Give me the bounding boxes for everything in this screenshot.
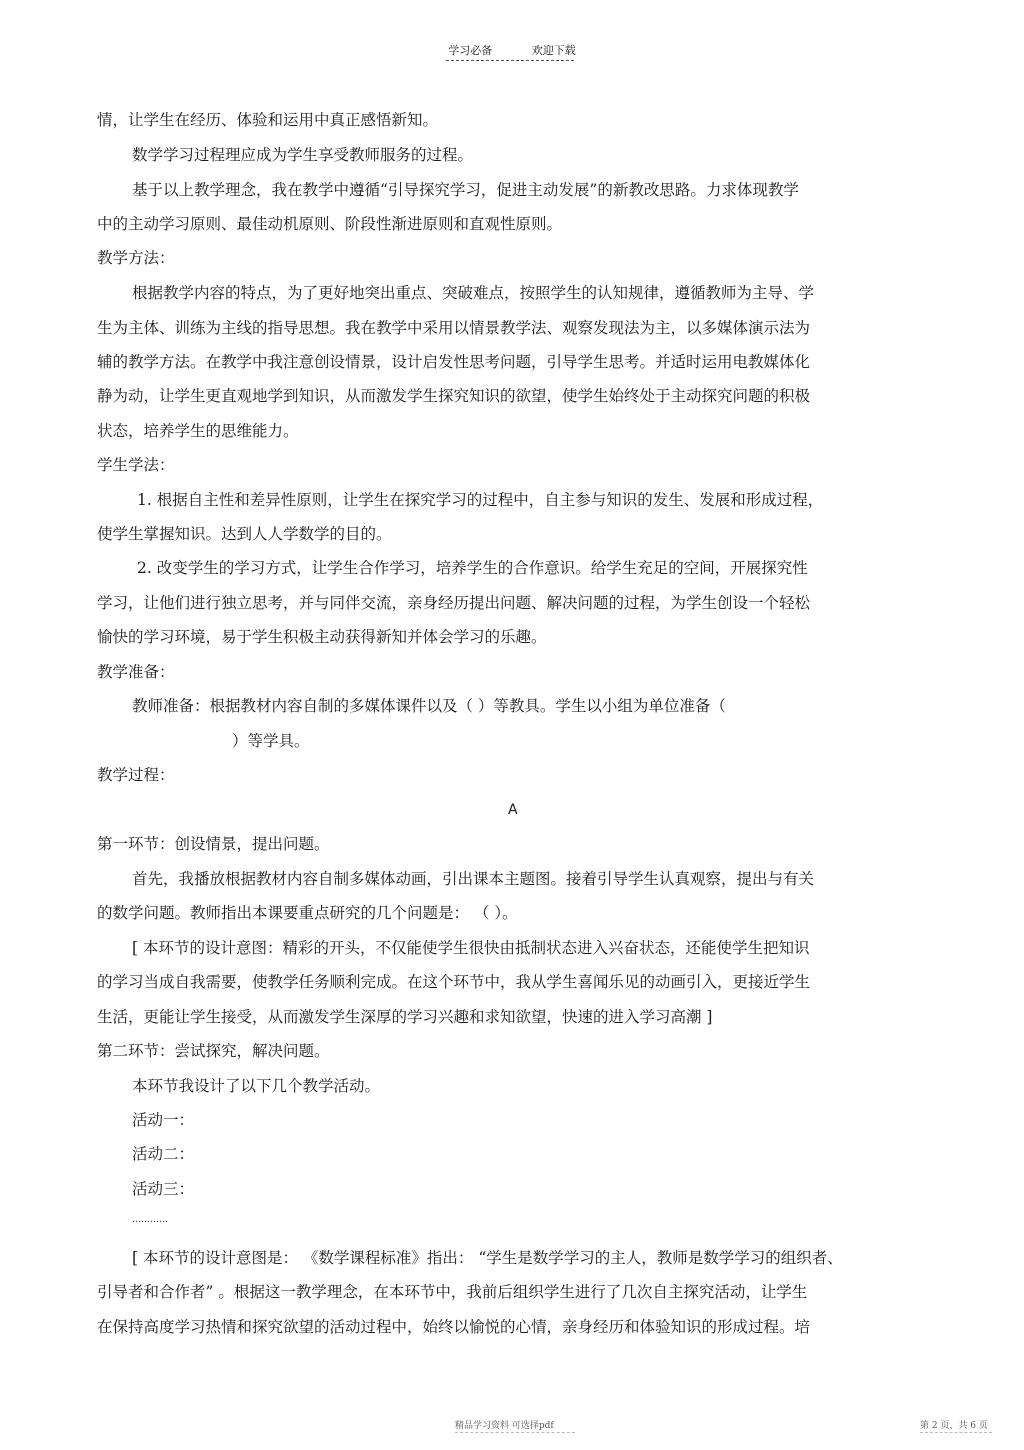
text-line: 的学习当成自我需要，使教学任务顺利完成。在这个环节中，我从学生喜闻乐见的动画引入，更接近学生: [97, 973, 811, 991]
text-line: 活动二：: [132, 1145, 195, 1163]
text-line: 学习，让他们进行独立思考，并与同伴交流，亲身经历提出问题、解决问题的过程，为学生创设一个轻松: [97, 594, 811, 612]
section-heading: 教学过程：: [97, 766, 175, 784]
text-line: 首先，我播放根据教材内容自制多媒体动画，引出课本主题图。接着引导学生认真观察，提出与有关: [132, 870, 815, 888]
text-line: 本环节我设计了以下几个教学活动。: [132, 1077, 381, 1095]
text-line: 基于以上教学理念，我在教学中遵循“引导探究学习，促进主动发展”的新教改思路。力求体现教学: [132, 181, 799, 199]
section-heading: 学生学法：: [97, 456, 175, 474]
text-line: 1. 根据自主性和差异性原则，让学生在探究学习的过程中，自主参与知识的发生、发展和形成过程，: [137, 491, 824, 509]
text-line: [ 本环节的设计意图：精彩的开头，不仅能使学生很快由抵制状态进入兴奋状态，还能使学生把知识: [132, 939, 810, 957]
text-line: 数学学习过程理应成为学生享受教师服务的过程。: [132, 146, 474, 164]
header-left: 学习必备: [448, 44, 493, 57]
text-line: ）等学具。: [232, 732, 310, 750]
footer-page-number: 第 2 页，共 6 页: [920, 1421, 988, 1431]
header-dashed-rule: [446, 60, 574, 61]
section-heading: 教学准备：: [97, 663, 175, 681]
text-line: 教师准备：根据教材内容自制的多媒体课件以及（ ）等教具。学生以小组为单位准备（: [132, 697, 726, 715]
text-line: 在保持高度学习热情和探究欲望的活动过程中，始终以愉悦的心情，亲身经历和体验知识的形成过程。培: [97, 1318, 811, 1336]
text-line: 静为动，让学生更直观地学到知识，从而激发学生探究知识的欲望，使学生始终处于主动探究问题的积极: [97, 387, 811, 405]
center-mark: A: [508, 802, 518, 818]
section-heading: 第二环节：尝试探究，解决问题。: [97, 1042, 330, 1060]
footer-dashed-rule: [920, 1432, 992, 1433]
ellipsis-line: …………: [132, 1215, 168, 1225]
page-header: [0, 42, 1024, 58]
text-line: 生为主体、训练为主线的指导思想。我在教学中采用以情景教学法、观察发现法为主，以多媒体演示法为: [97, 319, 811, 337]
text-line: 情，让学生在经历、体验和运用中真正感悟新知。: [97, 111, 439, 129]
footer-left: 精品学习资料 可选择pdf: [455, 1421, 554, 1431]
text-line: 使学生掌握知识。达到人人学数学的目的。: [97, 525, 392, 543]
text-line: 根据教学内容的特点，为了更好地突出重点、突破难点，按照学生的认知规律，遵循教师为主导、学: [132, 284, 815, 302]
section-heading: 教学方法：: [97, 249, 175, 267]
text-line: 中的主动学习原则、最佳动机原则、阶段性渐进原则和直观性原则。: [97, 215, 563, 233]
text-line: 活动三：: [132, 1180, 195, 1198]
header-right: 欢迎下载: [531, 44, 576, 57]
section-heading: 第一环节：创设情景，提出问题。: [97, 835, 330, 853]
text-line: 引导者和合作者” 。根据这一教学理念，在本环节中，我前后组织学生进行了几次自主探究活动，让学生: [97, 1283, 808, 1301]
text-line: 的数学问题。教师指出本课要重点研究的几个问题是： （ ）。: [97, 904, 518, 922]
text-line: 愉快的学习环境，易于学生积极主动获得新知并体会学习的乐趣。: [97, 628, 547, 646]
text-line: 辅的教学方法。在教学中我注意创设情景，设计启发性思考问题，引导学生思考。并适时运用电教媒体化: [97, 353, 811, 371]
footer-dashed-rule: [455, 1432, 575, 1433]
text-line: 生活，更能让学生接受，从而激发学生深厚的学习兴趣和求知欲望，快速的进入学习高潮 ]: [97, 1008, 713, 1026]
text-line: 2. 改变学生的学习方式，让学生合作学习，培养学生的合作意识。给学生充足的空间，开展探究性: [137, 559, 808, 577]
text-line: 活动一：: [132, 1111, 195, 1129]
text-line: 状态，培养学生的思维能力。: [97, 422, 299, 440]
text-line: [ 本环节的设计意图是： 《数学课程标准》指出： “学生是数学学习的主人，教师是数学学习的组织者、: [132, 1249, 843, 1267]
